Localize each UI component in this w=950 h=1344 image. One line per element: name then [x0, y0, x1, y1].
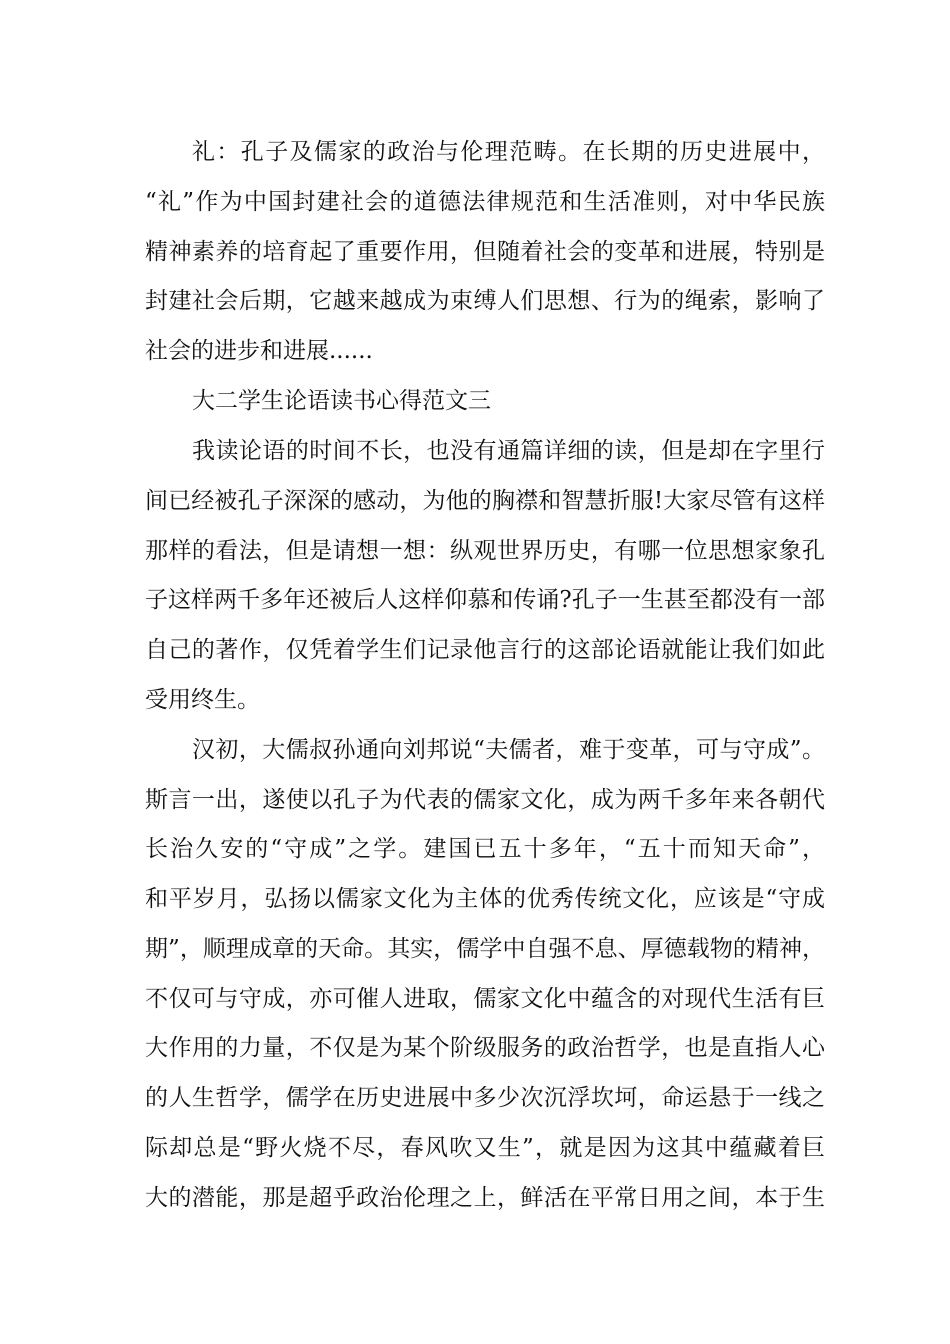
body-line: “礼”作为中国封建社会的道德法律规范和生活准则，对中华民族 — [145, 189, 825, 215]
body-line: 封建社会后期，它越来越成为束缚人们思想、行为的绳索，影响了 — [145, 288, 825, 314]
body-line: 社会的进步和进展...... — [145, 338, 373, 364]
body-line: 大作用的力量，不仅是为某个阶级服务的政治哲学，也是直指人心 — [145, 1035, 825, 1061]
body-line: 和平岁月，弘扬以儒家文化为主体的优秀传统文化，应该是“守成 — [145, 886, 825, 912]
section-heading: 大二学生论语读书心得范文三 — [192, 388, 491, 414]
body-line: 大的潜能，那是超乎政治伦理之上，鲜活在平常日用之间，本于生 — [145, 1185, 825, 1211]
body-line: 我读论语的时间不长，也没有通篇详细的读，但是却在字里行 — [192, 438, 825, 464]
body-line: 汉初，大儒叔孙通向刘邦说“夫儒者，难于变革，可与守成”。 — [192, 737, 825, 763]
body-line: 礼：孔子及儒家的政治与伦理范畴。在长期的历史进展中， — [192, 139, 825, 165]
body-line: 的人生哲学，儒学在历史进展中多少次沉浮坎坷，命运悬于一线之 — [145, 1085, 825, 1111]
body-line: 间已经被孔子深深的感动，为他的胸襟和智慧折服!大家尽管有这样 — [145, 488, 825, 514]
body-line: 不仅可与守成，亦可催人进取，儒家文化中蕴含的对现代生活有巨 — [145, 986, 825, 1012]
body-line: 自己的著作，仅凭着学生们记录他言行的这部论语就能让我们如此 — [145, 637, 825, 663]
body-line: 期”，顺理成章的天命。其实，儒学中自强不息、厚德载物的精神， — [145, 936, 825, 962]
body-line: 子这样两千多年还被后人这样仰慕和传诵?孔子一生甚至都没有一部 — [145, 587, 825, 613]
body-line: 斯言一出，遂使以孔子为代表的儒家文化，成为两千多年来各朝代 — [145, 787, 825, 813]
body-line: 际却总是“野火烧不尽，春风吹又生”，就是因为这其中蕴藏着巨 — [145, 1135, 825, 1161]
body-line: 那样的看法，但是请想一想：纵观世界历史，有哪一位思想家象孔 — [145, 538, 825, 564]
body-line: 精神素养的培育起了重要作用，但随着社会的变革和进展，特别是 — [145, 239, 825, 265]
body-line: 受用终生。 — [145, 687, 260, 713]
body-line: 长治久安的“守成”之学。建国已五十多年，“五十而知天命”， — [145, 836, 825, 862]
